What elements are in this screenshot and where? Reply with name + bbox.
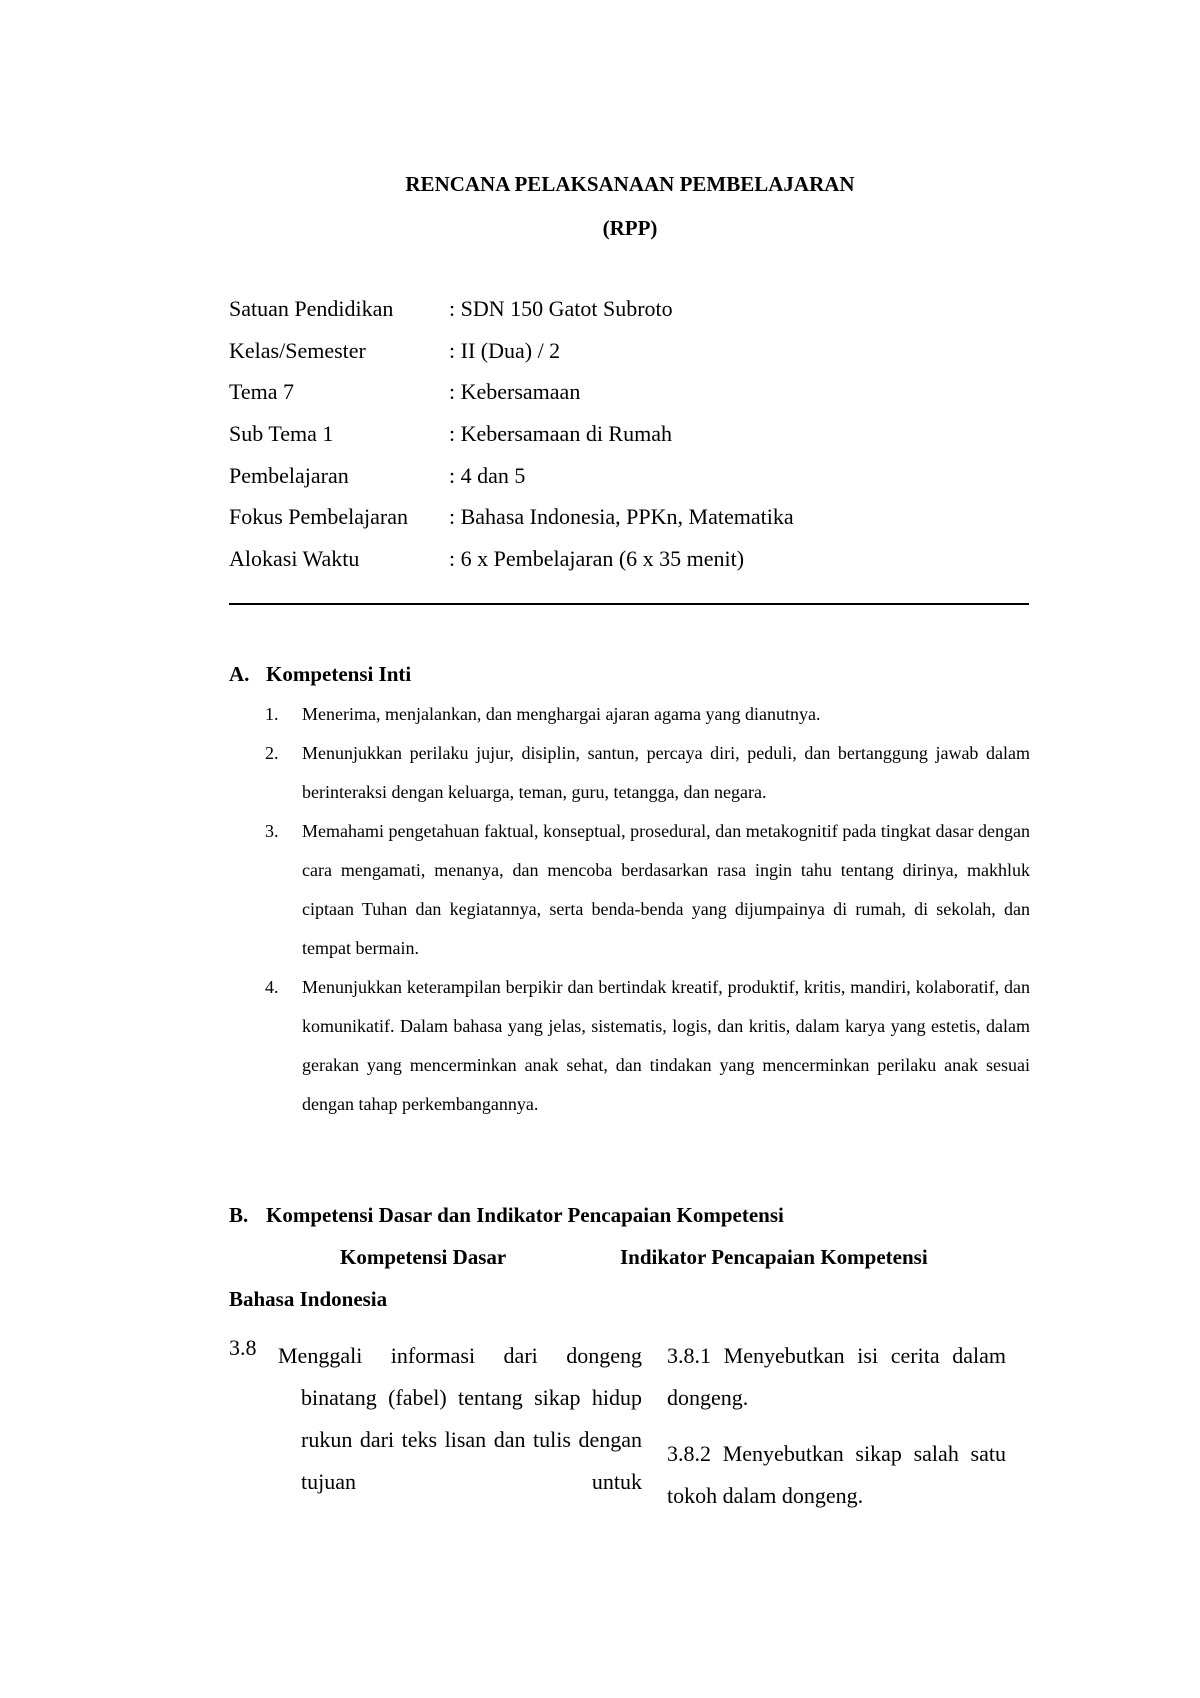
identity-value: : 4 dan 5 xyxy=(449,462,526,488)
identity-key: Tema 7 xyxy=(229,379,295,405)
identity-value: : 6 x Pembelajaran (6 x 35 menit) xyxy=(449,546,745,572)
identity-key: Alokasi Waktu xyxy=(229,546,360,572)
list-text: Menunjukkan perilaku jujur, disiplin, santun, percaya diri, peduli, dan bertanggung jawab dalam berinteraksi dengan keluarga, teman, guru, tetangga, dan negara. xyxy=(302,743,1030,802)
section-letter: A. xyxy=(229,662,250,686)
kompetensi-inti-list xyxy=(265,695,1030,1124)
identity-value: : Kebersamaan xyxy=(449,379,581,405)
section-b-heading xyxy=(229,1203,784,1228)
identity-value: : Kebersamaan di Rumah xyxy=(449,421,672,447)
list-number: 4. xyxy=(265,977,279,997)
identity-key: Fokus Pembelajaran xyxy=(229,504,409,530)
identity-value: : SDN 150 Gatot Subroto xyxy=(449,296,673,321)
document-title: RENCANA PELAKSANAAN PEMBELAJARAN xyxy=(405,172,855,196)
column-header-kd: Kompetensi Dasar xyxy=(340,1245,507,1269)
list-item xyxy=(265,812,1030,968)
subject-heading: Bahasa Indonesia xyxy=(229,1287,388,1311)
divider xyxy=(229,603,1029,605)
list-number: 3. xyxy=(265,821,279,841)
list-item xyxy=(265,695,1030,734)
section-title: Kompetensi Inti xyxy=(266,662,412,686)
identity-key: Sub Tema 1 xyxy=(229,421,334,447)
column-header-ipk: Indikator Pencapaian Kompetensi xyxy=(620,1245,928,1269)
identity-value: : Bahasa Indonesia, PPKn, Matematika xyxy=(449,504,794,530)
document-subtitle: (RPP) xyxy=(602,216,658,240)
identity-key: Kelas/Semester xyxy=(229,337,366,363)
kd-text: Menggali informasi dari dongeng binatang (fabel) tentang sikap hidup rukun dari teks lisan dan tulis dengan tujuan untuk xyxy=(278,1343,642,1494)
list-number: 2. xyxy=(265,743,279,763)
section-letter: B. xyxy=(229,1203,249,1227)
list-text: Menerima, menjalankan, dan menghargai ajaran agama yang dianutnya. xyxy=(302,704,821,724)
kd-number: 3.8 xyxy=(229,1335,257,1360)
section-a-heading xyxy=(229,662,411,687)
identity-value: : II (Dua) / 2 xyxy=(449,337,561,363)
list-number: 1. xyxy=(265,704,279,724)
identity-key: Satuan Pendidikan xyxy=(229,296,394,321)
list-text: Menunjukkan keterampilan berpikir dan bertindak kreatif, produktif, kritis, mandiri, kolaboratif, dan komunikatif. Dalam bahasa yang jelas, sistematis, logis, dan kritis, dalam karya yang estetis, dalam gerakan yang mencerminkan anak sehat, dan tindakan yang mencerminkan perilaku anak sesuai dengan tahap perkembangannya. xyxy=(302,977,1030,1114)
indicator-item: 3.8.2 Menyebutkan sikap salah satu tokoh dalam dongeng. xyxy=(667,1441,1006,1508)
list-item xyxy=(265,734,1030,812)
identity-key: Pembelajaran xyxy=(229,462,349,488)
list-text: Memahami pengetahuan faktual, konseptual, prosedural, dan metakognitif pada tingkat dasar dengan cara mengamati, menanya, dan mencoba berdasarkan rasa ingin tahu tentang dirinya, makhluk ciptaan Tuhan dan kegiatannya, serta benda-benda yang dijumpainya di rumah, di sekolah, dan tempat bermain. xyxy=(302,821,1030,958)
list-item xyxy=(265,968,1030,1124)
indicator-item: 3.8.1 Menyebutkan isi cerita dalam dongeng. xyxy=(667,1343,1006,1410)
section-title: Kompetensi Dasar dan Indikator Pencapaian Kompetensi xyxy=(266,1203,784,1227)
